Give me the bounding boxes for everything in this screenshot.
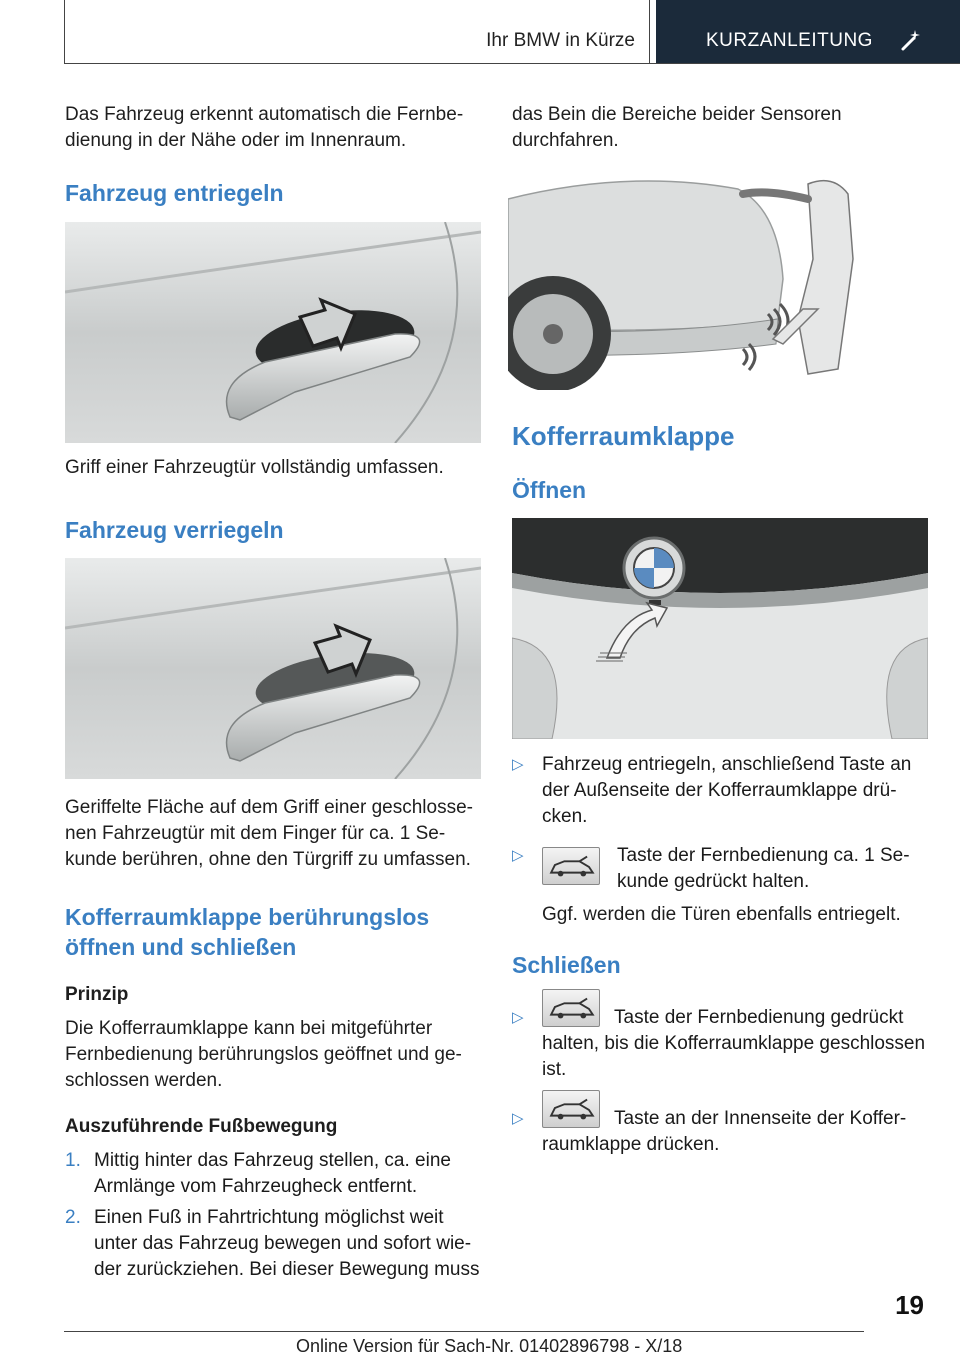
list-item-text: Taste der Fernbedienung ca. 1 Se- kunde gedrückt halten. bbox=[617, 845, 910, 892]
heading-close: Schließen bbox=[512, 952, 621, 978]
trunk-key-icon bbox=[542, 847, 600, 885]
unlock-caption: Griff einer Fahrzeugtür vollständig umfassen. bbox=[65, 457, 444, 478]
list-item-text: Taste der Fernbedienung gedrückt bbox=[614, 1007, 904, 1028]
list-item bbox=[65, 1148, 481, 1200]
list-item-text: Einen Fuß in Fahrtrichtung möglichst weit unter das Fahrzeug bewegen und sofort wie- der zurückziehen. Bei dieser Bewegung muss bbox=[94, 1207, 480, 1280]
trunk-foot-sensor-image bbox=[508, 169, 864, 390]
list-item bbox=[65, 1205, 481, 1283]
intro-text: Das Fahrzeug erkennt automatisch die Fernbe- dienung in der Nähe oder im Innenraum. bbox=[65, 104, 464, 151]
footer-online-version: Online Version für Sach-Nr. 01402896798 - X/18 bbox=[296, 1336, 683, 1356]
list-item bbox=[512, 752, 928, 830]
door-handle-unlock-image bbox=[65, 222, 481, 443]
heading-principle: Prinzip bbox=[65, 984, 129, 1005]
list-item-text: Mittig hinter das Fahrzeug stellen, ca. eine Armlänge vom Fahrzeugheck entfernt. bbox=[94, 1150, 451, 1197]
wand-icon bbox=[899, 28, 923, 52]
heading-foot-movement: Auszuführende Fußbewegung bbox=[65, 1116, 338, 1137]
page-number: 19 bbox=[895, 1290, 924, 1320]
heading-lock: Fahrzeug verriegeln bbox=[65, 517, 284, 543]
list-item-number: 1. bbox=[65, 1150, 81, 1171]
trunk-key-icon bbox=[542, 989, 600, 1027]
list-item bbox=[512, 1005, 928, 1083]
list-item-text-continued: halten, bis die Kofferraumklappe geschlossen ist. bbox=[542, 1033, 926, 1080]
list-item-number: 2. bbox=[65, 1207, 81, 1228]
bullet-triangle-icon: ▷ bbox=[512, 1110, 524, 1127]
chapter-tab bbox=[64, 0, 650, 64]
trunk-key-icon bbox=[542, 1090, 600, 1128]
heading-trunk: Kofferraumklappe bbox=[512, 421, 735, 451]
continued-text: das Bein die Bereiche beider Sensoren durchfahren. bbox=[512, 104, 842, 151]
list-item-text: Fahrzeug entriegeln, anschließend Taste an der Außenseite der Kofferraumklappe drü- cken. bbox=[542, 754, 912, 827]
chapter-tab-label: Ihr BMW in Kürze bbox=[486, 30, 635, 51]
list-item-text-continued: raumklappe drücken. bbox=[542, 1134, 720, 1155]
principle-text: Die Kofferraumklappe kann bei mitgeführter Fernbedienung berührungslos geöffnet und ge- schlossen werden. bbox=[65, 1018, 462, 1091]
door-handle-lock-image bbox=[65, 558, 481, 779]
section-tab bbox=[656, 0, 960, 64]
trunk-button-image bbox=[512, 518, 928, 739]
list-item-text: Taste an der Innenseite der Koffer- bbox=[614, 1108, 907, 1129]
list-item bbox=[512, 843, 928, 895]
heading-unlock: Fahrzeug entriegeln bbox=[65, 180, 284, 206]
heading-open: Öffnen bbox=[512, 477, 587, 503]
heading-trunk-touchless: Kofferraumklappe berührungslos öffnen und schließen bbox=[65, 904, 430, 960]
header-rule bbox=[64, 63, 960, 64]
list-item bbox=[512, 1106, 928, 1158]
bullet-triangle-icon: ▷ bbox=[512, 756, 524, 773]
open-note: Ggf. werden die Türen ebenfalls entriegelt. bbox=[542, 904, 901, 925]
section-tab-label: KURZANLEITUNG bbox=[706, 30, 873, 51]
footer-rule bbox=[64, 1331, 864, 1332]
lock-caption: Geriffelte Fläche auf dem Griff einer geschlosse- nen Fahrzeugtür mit dem Finger für ca. 1 Se- kunde berühren, ohne den Türgriff zu umfassen. bbox=[65, 797, 473, 870]
bullet-triangle-icon: ▷ bbox=[512, 847, 524, 864]
bullet-triangle-icon: ▷ bbox=[512, 1009, 524, 1026]
